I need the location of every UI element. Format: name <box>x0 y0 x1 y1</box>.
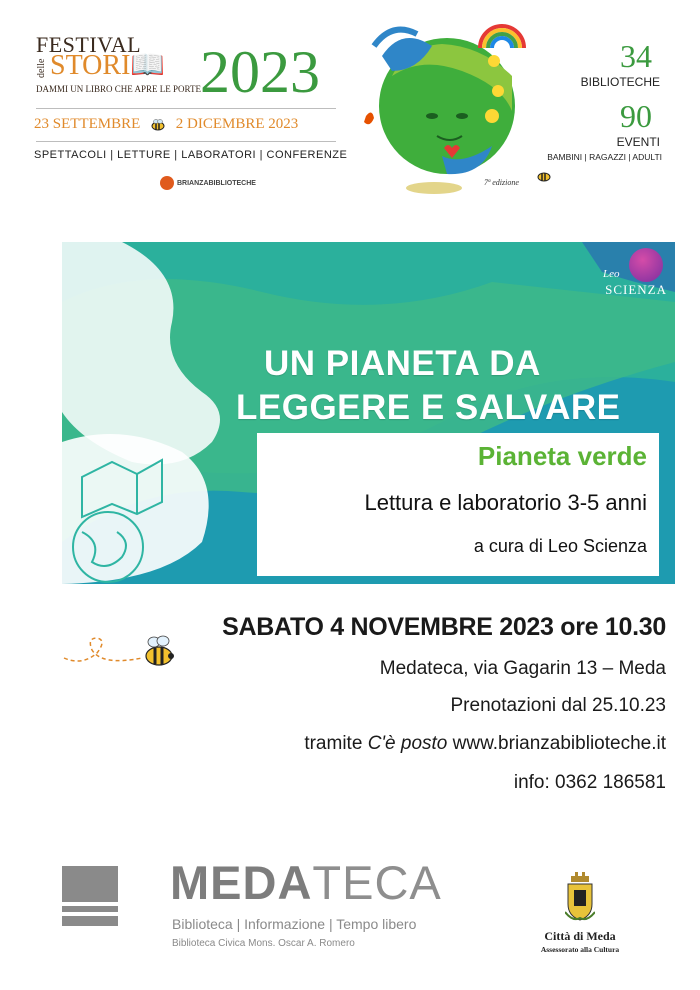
brianza-logo-icon <box>160 176 174 190</box>
event-date-time: SABATO 4 NOVEMBRE 2023 ore 10.30 <box>222 613 666 641</box>
event-place: Medateca, via Gagarin 13 – Meda <box>379 658 666 679</box>
banner-title-line2: LEGGERE E SALVARE <box>236 388 621 427</box>
festival-tagline: DAMMI UN LIBRO CHE APRE LE PORTE <box>36 84 201 94</box>
medateca-tagline: Biblioteca | Informazione | Tempo libero <box>172 916 417 932</box>
vitruvian-man-icon <box>629 248 663 282</box>
festival-edition: 7ª edizione <box>484 178 519 187</box>
medateca-library-name: Biblioteca Civica Mons. Oscar A. Romero <box>172 938 355 949</box>
header-divider <box>36 108 336 109</box>
festival-dates: 23 SETTEMBRE 2 DICEMBRE 2023 <box>34 116 299 132</box>
bee-icon <box>536 170 552 182</box>
event-booking-via: tramite C'è posto www.brianzabiblioteche.it <box>304 733 666 754</box>
festival-title: FESTIVAL <box>36 32 142 57</box>
city-name: Città di Meda <box>544 929 616 943</box>
libraries-count: 34 <box>620 38 652 74</box>
bee-icon <box>146 636 174 665</box>
audience-label: BAMBINI | RAGAZZI | ADULTI <box>547 152 662 162</box>
medateca-logo-icon <box>62 866 118 928</box>
banner-title-line1: UN PIANETA DA <box>264 344 541 383</box>
events-label: EVENTI <box>616 135 660 149</box>
festival-storie: STORI📖 <box>50 50 166 81</box>
festival-delle: delle <box>36 58 47 78</box>
book-icon: 📖 <box>130 50 166 81</box>
event-info-phone: info: 0362 186581 <box>513 772 666 793</box>
events-count: 90 <box>620 98 652 134</box>
banner-info-box <box>257 433 659 576</box>
event-booking: Prenotazioni dal 25.10.23 <box>450 695 666 716</box>
leo-logo-small: Leo <box>603 268 620 280</box>
medateca-logo-text: MEDATECA <box>170 856 442 909</box>
leo-scienza-logo <box>603 248 667 298</box>
banner-subtitle: Pianeta verde <box>477 441 647 471</box>
city-department: Assessorato alla Cultura <box>540 945 620 954</box>
booking-website[interactable]: www.brianzabiblioteche.it <box>447 733 666 754</box>
brianza-biblioteche-logo: BRIANZABIBLIOTECHE <box>160 176 256 190</box>
meda-crest-icon <box>565 872 595 924</box>
bee-icon <box>150 119 166 131</box>
banner-curated-by: a cura di Leo Scienza <box>473 536 647 556</box>
leo-logo-text: SCIENZA <box>605 282 667 297</box>
header-divider-2 <box>36 141 336 142</box>
festival-year: 2023 <box>200 39 320 105</box>
libraries-label: BIBLIOTECHE <box>580 75 660 89</box>
bee-trail-illustration <box>62 628 182 673</box>
festival-sections: SPETTACOLI | LETTURE | LABORATORI | CONFERENZE <box>34 149 348 161</box>
banner-activity: Lettura e laboratorio 3-5 anni <box>364 490 647 515</box>
booking-service: C'è posto <box>367 733 448 754</box>
